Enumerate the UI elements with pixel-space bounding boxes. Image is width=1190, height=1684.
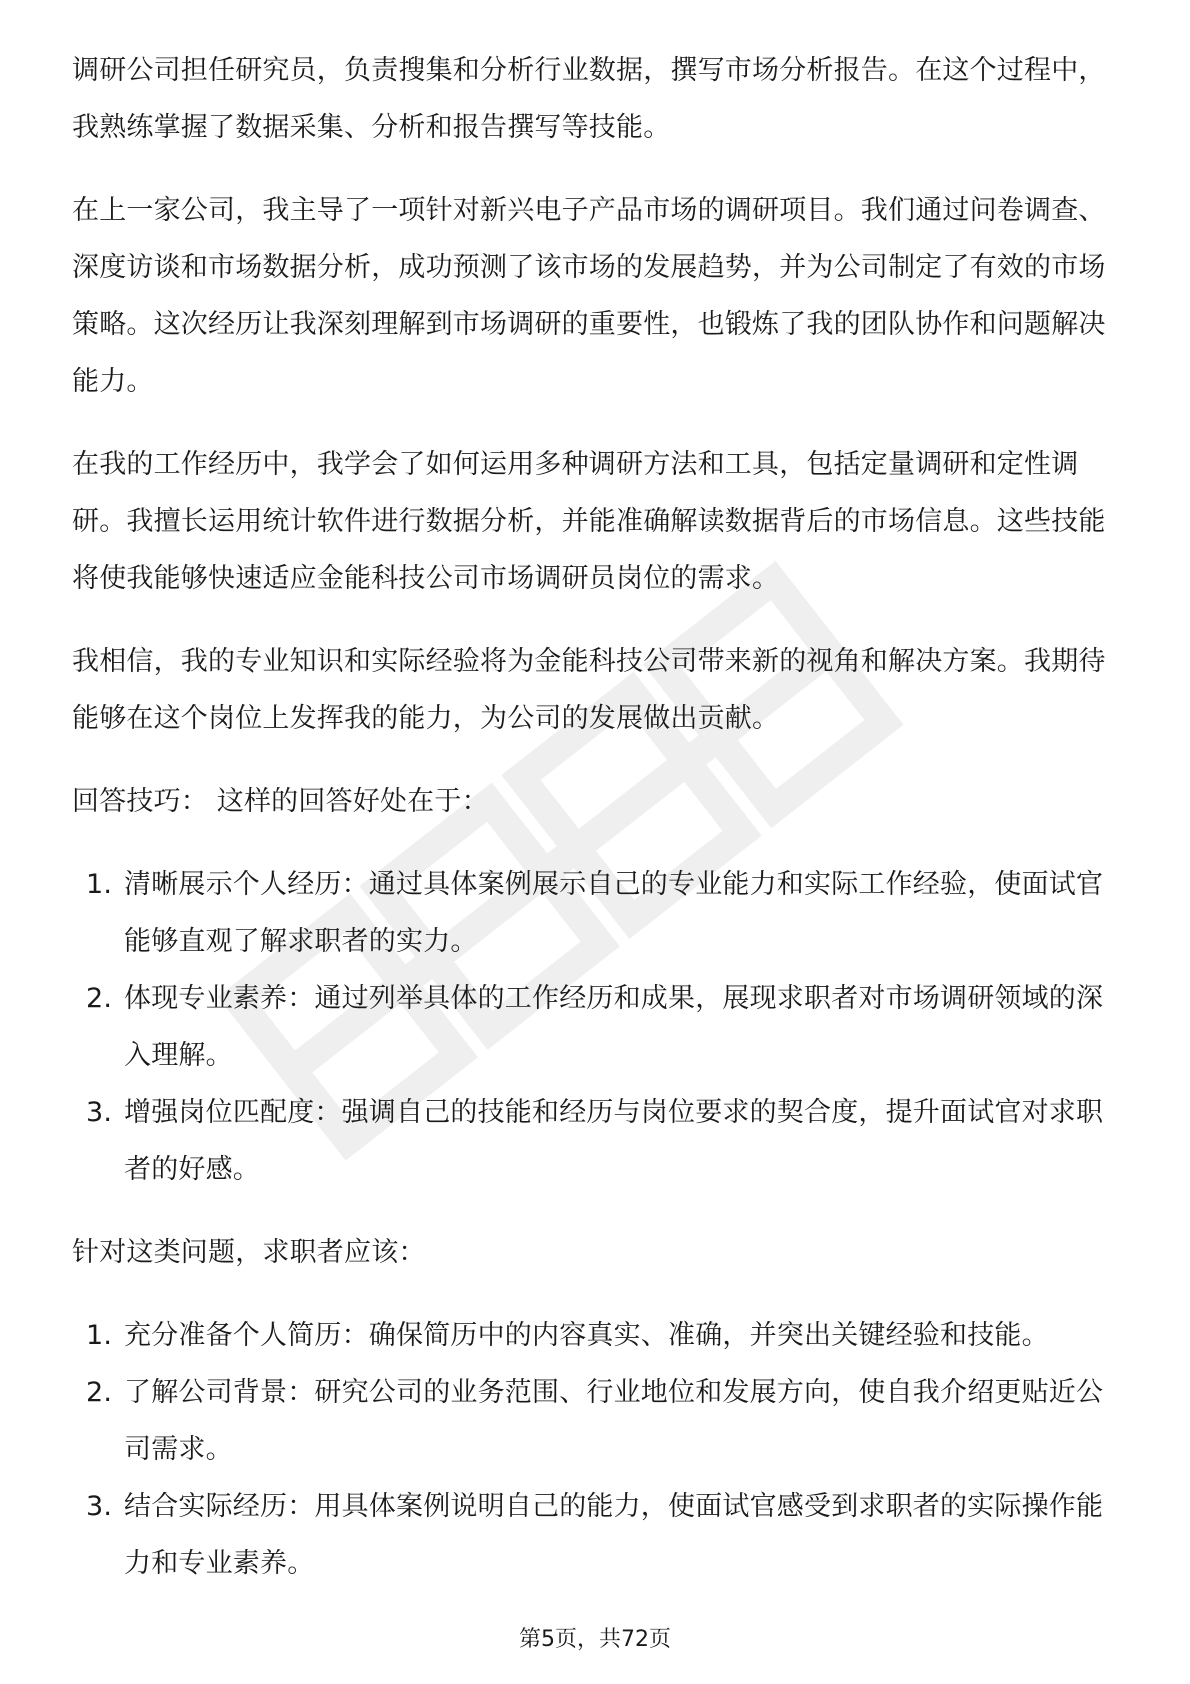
page-footer: 第5页，共72页: [519, 1627, 671, 1652]
paragraph: 调研公司担任研究员，负责搜集和分析行业数据，撰写市场分析报告。在这个过程中，我熟练掌握了数据采集、分析和报告撰写等技能。: [72, 55, 1106, 143]
list-number: 1.: [86, 869, 113, 900]
list-item: [72, 1307, 1122, 1364]
list-item: [72, 1478, 1122, 1592]
list-item: [72, 1364, 1122, 1478]
list-item: [72, 1084, 1122, 1198]
document-body: [72, 42, 1122, 1618]
list-item-text: 增强岗位匹配度：强调自己的技能和经历与岗位要求的契合度，提升面试官对求职者的好感。: [124, 1097, 1104, 1185]
paragraph: 我相信，我的专业知识和实际经验将为金能科技公司带来新的视角和解决方案。我期待能够在这个岗位上发挥我的能力，为公司的发展做出贡献。: [72, 646, 1106, 734]
list-item-text: 体现专业素养：通过列举具体的工作经历和成果，展现求职者对市场调研领域的深入理解。: [124, 983, 1104, 1071]
list-number: 3.: [86, 1491, 113, 1522]
list-number: 3.: [86, 1097, 113, 1128]
list-item-text: 了解公司背景：研究公司的业务范围、行业地位和发展方向，使自我介绍更贴近公司需求。: [124, 1377, 1104, 1465]
list-item-text: 充分准备个人简历：确保简历中的内容真实、准确，并突出关键经验和技能。: [124, 1320, 1049, 1351]
paragraph: 在我的工作经历中，我学会了如何运用多种调研方法和工具，包括定量调研和定性调研。我擅长运用统计软件进行数据分析，并能准确解读数据背后的市场信息。这些技能将使我能够快速适应金能科技公司市场调研员岗位的需求。: [72, 449, 1106, 594]
list-number: 1.: [86, 1320, 113, 1351]
tips-heading: 回答技巧： 这样的回答好处在于：: [72, 786, 489, 817]
advice-list: [72, 1307, 1122, 1592]
list-item-text: 结合实际经历：用具体案例说明自己的能力，使面试官感受到求职者的实际操作能力和专业素养。: [124, 1491, 1104, 1579]
advice-heading: 针对这类问题，求职者应该：: [72, 1237, 426, 1268]
list-number: 2.: [86, 1377, 113, 1408]
list-item: [72, 856, 1122, 970]
tips-list: [72, 856, 1122, 1198]
paragraph: 在上一家公司，我主导了一项针对新兴电子产品市场的调研项目。我们通过问卷调查、深度访谈和市场数据分析，成功预测了该市场的发展趋势，并为公司制定了有效的市场策略。这次经历让我深刻理解到市场调研的重要性，也锻炼了我的团队协作和问题解决能力。: [72, 195, 1106, 397]
list-number: 2.: [86, 983, 113, 1014]
list-item: [72, 970, 1122, 1084]
list-item-text: 清晰展示个人经历：通过具体案例展示自己的专业能力和实际工作经验，使面试官能够直观了解求职者的实力。: [124, 869, 1104, 957]
